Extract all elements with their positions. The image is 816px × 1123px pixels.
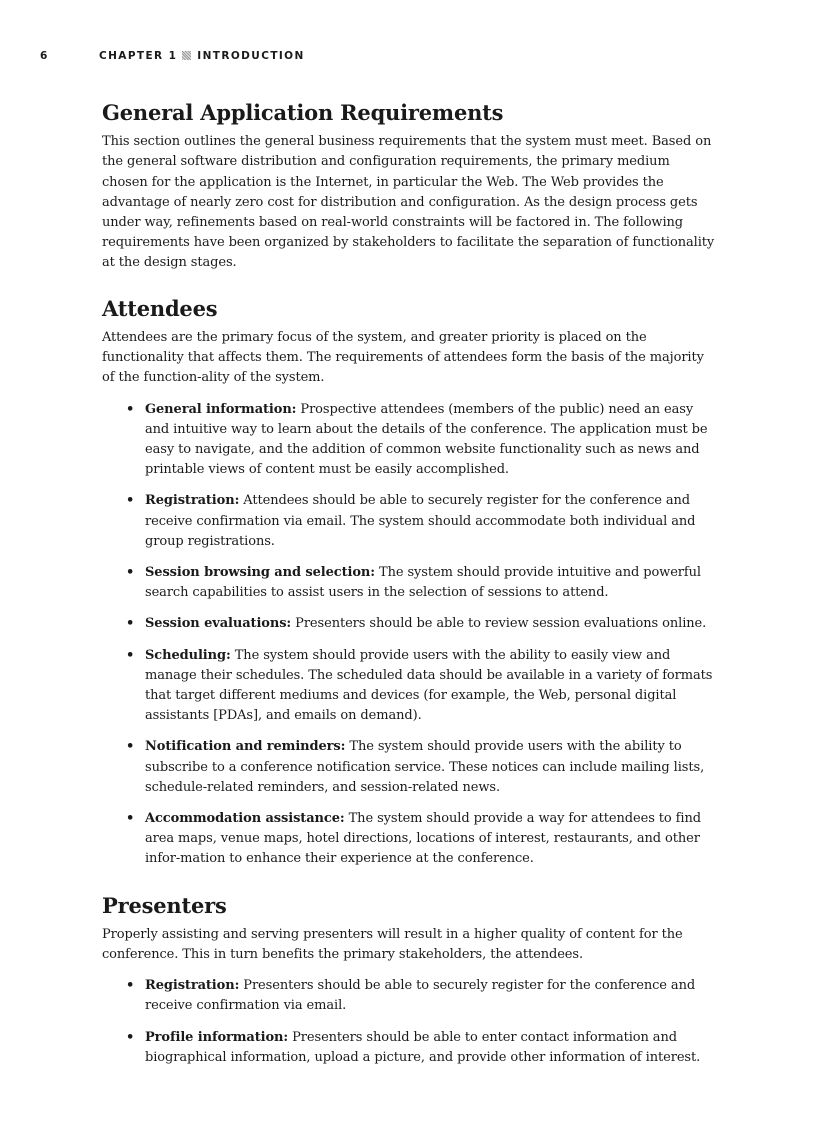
item-label: Session evaluations: bbox=[145, 616, 292, 632]
section-heading-general: General Application Requirements bbox=[102, 100, 504, 125]
item-text: Attendees should be able to securely register for the conference and receive confirmation via email. The system should accommodate both individual and group registrations. bbox=[145, 493, 696, 549]
page-content bbox=[102, 100, 718, 1079]
page-number: 6 bbox=[40, 50, 49, 62]
item-label: Notification and reminders: bbox=[145, 739, 346, 755]
list-item bbox=[102, 737, 718, 798]
item-label: Session browsing and selection: bbox=[145, 564, 375, 580]
list-item bbox=[102, 646, 718, 727]
section-body-presenters: Properly assisting and serving presenters will result in a higher quality of content for the conference. This in turn benefits the primary stakeholders, the attendees. bbox=[102, 926, 683, 963]
item-label: Profile information: bbox=[145, 1029, 289, 1045]
item-text: The system should provide users with the ability to subscribe to a conference notification service. These notices can include mailing lists, schedule-related reminders, and session-related news. bbox=[145, 739, 705, 795]
list-item bbox=[102, 809, 718, 870]
list-item bbox=[102, 614, 718, 634]
list-item bbox=[102, 400, 718, 481]
bullet-icon: • bbox=[126, 401, 135, 417]
bullet-icon: • bbox=[126, 647, 135, 663]
section-body-attendees: Attendees are the primary focus of the system, and greater priority is placed on the functionality that affects them. The requirements of attendees form the basis of the majority of the function-ality of the system. bbox=[102, 329, 704, 386]
bullet-icon: • bbox=[126, 616, 135, 632]
section-heading-presenters: Presenters bbox=[102, 892, 227, 918]
presenters-requirements-list bbox=[102, 976, 718, 1068]
item-text: The system should provide intuitive and powerful search capabilities to assist users in the selection of sessions to attend. bbox=[145, 564, 701, 601]
item-label: Registration: bbox=[145, 978, 240, 994]
chapter-divider-icon bbox=[182, 51, 191, 60]
item-label: General information: bbox=[145, 401, 297, 417]
item-text: Presenters should be able to securely register for the conference and receive confirmation via email. bbox=[145, 978, 696, 1014]
bullet-icon: • bbox=[126, 978, 135, 994]
attendees-requirements-list bbox=[102, 400, 718, 870]
bullet-icon: • bbox=[126, 1029, 135, 1045]
list-item bbox=[102, 1028, 718, 1068]
item-label: Accommodation assistance: bbox=[145, 810, 345, 826]
chapter-title: INTRODUCTION bbox=[197, 50, 305, 62]
section-body-general: This section outlines the general business requirements that the system must meet. Based on the general software distribution and configuration requirements, the primary medium chosen for the application is the Internet, in particular the Web. The Web provides the advantage of nearly zero cost for distribution and configuration. As the design process gets under way, refinements based on real-world constraints will be factored in. The following requirements have been organized by stakeholders to facilitate the separation of functionality at the design stages. bbox=[102, 134, 715, 271]
item-text: Presenters should be able to enter contact information and biographical information, upload a picture, and provide other information of interest. bbox=[145, 1029, 701, 1065]
bullet-icon: • bbox=[126, 739, 135, 755]
list-item bbox=[102, 976, 718, 1016]
section-heading-attendees: Attendees bbox=[102, 295, 218, 321]
bullet-icon: • bbox=[126, 493, 135, 509]
bullet-icon: • bbox=[126, 810, 135, 826]
chapter-number: CHAPTER 1 bbox=[99, 50, 178, 62]
bullet-icon: • bbox=[126, 564, 135, 580]
item-text: Presenters should be able to review session evaluations online. bbox=[291, 616, 707, 632]
chapter-label bbox=[99, 50, 305, 62]
item-label: Scheduling: bbox=[145, 647, 231, 663]
list-item bbox=[102, 563, 718, 603]
running-head bbox=[0, 50, 816, 66]
list-item bbox=[102, 491, 718, 552]
item-text: The system should provide users with the ability to easily view and manage their schedules. The scheduled data should be available in a variety of formats that target different mediums and devices (for example, the Web, personal digital assistants [PDAs], and emails on demand). bbox=[145, 647, 713, 724]
item-text: The system should provide a way for attendees to find area maps, venue maps, hotel directions, locations of interest, restaurants, and other infor-mation to enhance their experience at the conference. bbox=[145, 810, 701, 867]
item-label: Registration: bbox=[145, 493, 240, 509]
item-text: Prospective attendees (members of the public) need an easy and intuitive way to learn about the details of the conference. The application must be easy to navigate, and the addition of common website functionality such as news and printable views of content must be easily accomplished. bbox=[145, 401, 708, 478]
